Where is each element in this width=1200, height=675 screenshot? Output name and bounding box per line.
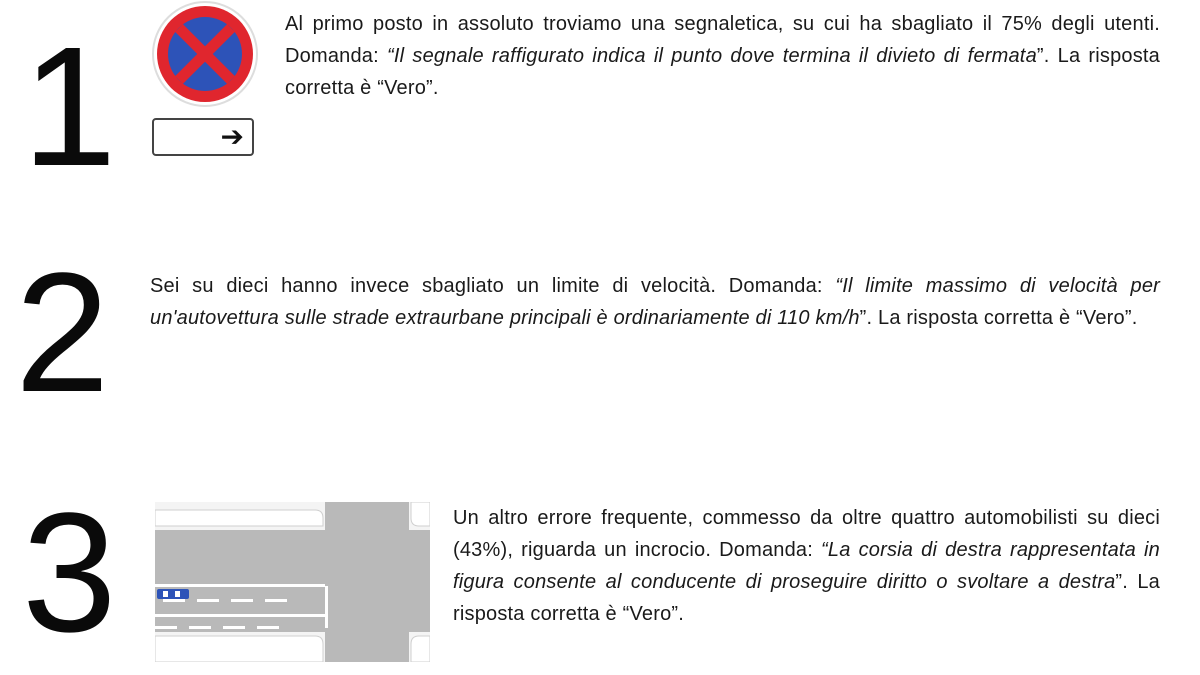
item-text-3a: Un altro errore frequente, commesso da oltre quattro automobilisti su dieci (43%), riguarda un incrocio. Domanda: bbox=[453, 507, 1160, 561]
item-paragraph-1 bbox=[285, 8, 1160, 104]
item-paragraph-3 bbox=[453, 502, 1160, 630]
item-text-1b: ”. La risposta corretta è “Vero”. bbox=[285, 45, 1161, 99]
arrow-right-icon: ➔ bbox=[220, 120, 244, 153]
item-question-2: “Il limite massimo di velocità per un'autovettura sulle strade extraurbane principali è ordinariamente di 110 km/h bbox=[150, 275, 1160, 329]
item-number-2: 2 bbox=[15, 238, 110, 428]
item-text-1a: Al primo posto in assoluto troviamo una segnaletica, su cui ha sbagliato il 75% degli utenti. Domanda: bbox=[285, 13, 1160, 67]
item-paragraph-2 bbox=[150, 270, 1160, 334]
item-number-3: 3 bbox=[22, 478, 117, 668]
item-question-3: “La corsia di destra rappresentata in figura consente al conducente di proseguire diritto o svoltare a destra bbox=[453, 539, 1160, 593]
item-question-1: “Il segnale raffigurato indica il punto dove termina il divieto di fermata bbox=[387, 45, 1037, 67]
item-text-2b: ”. La risposta corretta è “Vero”. bbox=[859, 307, 1138, 329]
item-text-2a: Sei su dieci hanno invece sbagliato un limite di velocità. Domanda: bbox=[150, 275, 836, 297]
item-text-3b: ”. La risposta corretta è “Vero”. bbox=[453, 571, 1160, 625]
end-arrow-plate bbox=[152, 118, 254, 156]
intersection-diagram-icon bbox=[155, 502, 430, 662]
no-stopping-sign-icon bbox=[145, 0, 265, 112]
item-number-1: 1 bbox=[22, 12, 117, 202]
